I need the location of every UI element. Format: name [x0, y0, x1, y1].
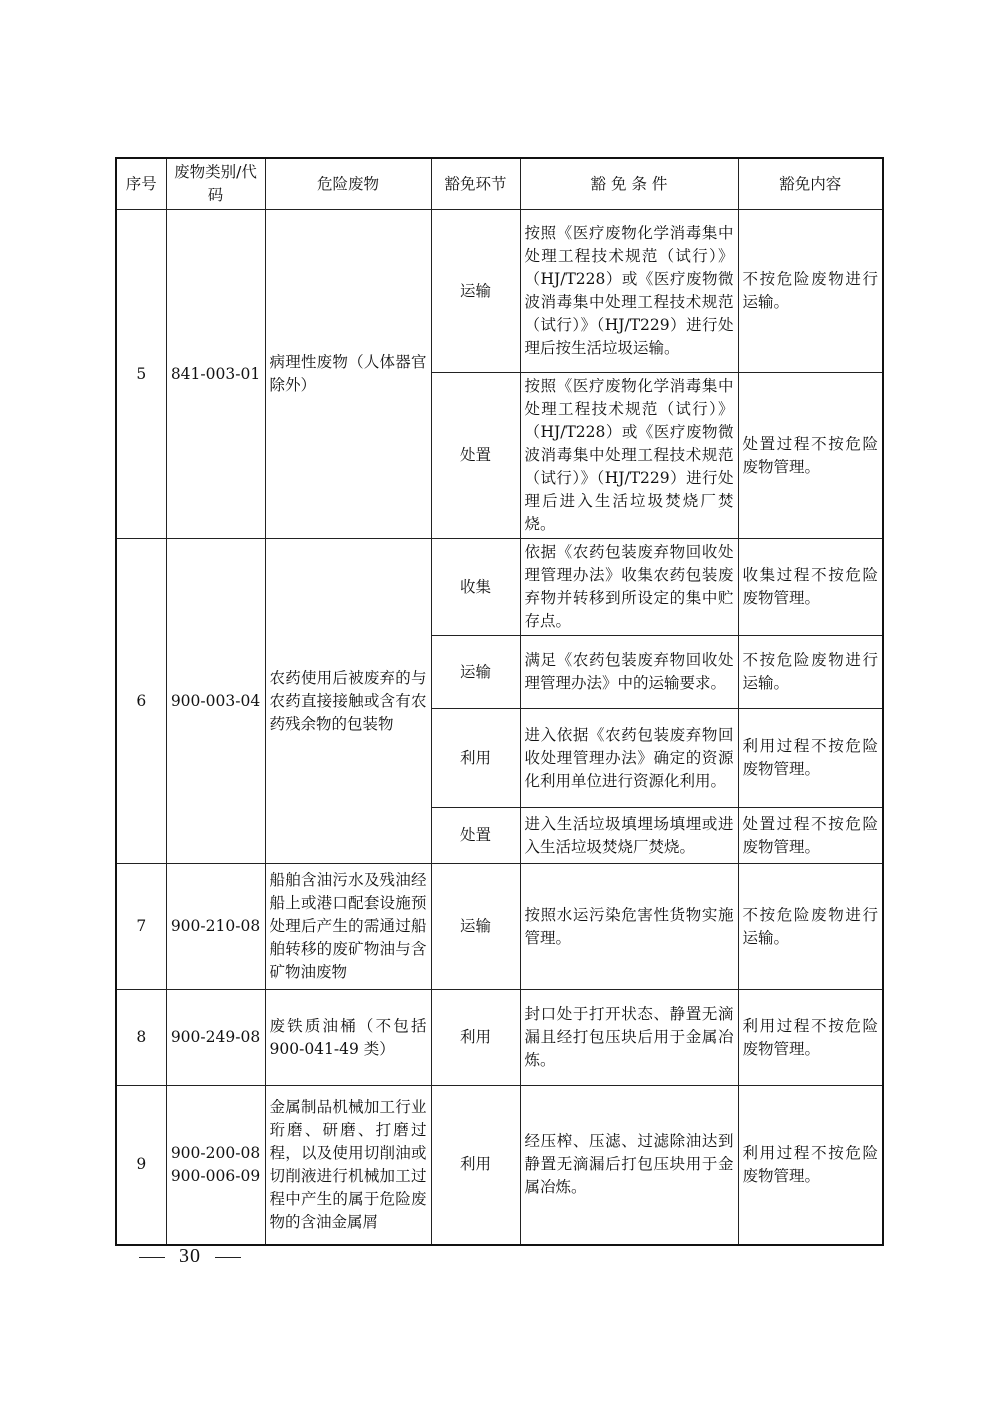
row-condition: 进入生活垃圾填埋场填埋或进入生活垃圾焚烧厂焚烧。	[520, 808, 738, 864]
table-row	[116, 864, 883, 990]
row-stage: 收集	[431, 539, 520, 636]
row-condition: 经压榨、压滤、过滤除油达到静置无滴漏后打包压块用于金属冶炼。	[520, 1086, 738, 1245]
row-waste: 农药使用后被废弃的与农药直接接触或含有农药残余物的包装物	[265, 539, 431, 864]
table-row	[116, 210, 883, 373]
row-content: 利用过程不按危险废物管理。	[738, 990, 883, 1086]
row-stage: 运输	[431, 210, 520, 373]
row-stage: 利用	[431, 990, 520, 1086]
header-stage: 豁免环节	[431, 158, 520, 210]
table-row	[116, 539, 883, 636]
row-content: 处置过程不按危险废物管理。	[738, 373, 883, 539]
row-seq: 8	[116, 990, 166, 1086]
row-content: 不按危险废物进行运输。	[738, 864, 883, 990]
row-condition: 进入依据《农药包装废弃物回收处理管理办法》确定的资源化利用单位进行资源化利用。	[520, 709, 738, 808]
row-seq: 7	[116, 864, 166, 990]
row-code: 900-210-08	[166, 864, 265, 990]
row-condition: 满足《农药包装废弃物回收处理管理办法》中的运输要求。	[520, 636, 738, 709]
row-content: 不按危险废物进行运输。	[738, 210, 883, 373]
row-stage: 利用	[431, 709, 520, 808]
row-condition: 按照水运污染危害性货物实施管理。	[520, 864, 738, 990]
row-code: 900-003-04	[166, 539, 265, 864]
row-stage: 处置	[431, 373, 520, 539]
row-stage: 运输	[431, 864, 520, 990]
row-code: 900-200-08 900-006-09	[166, 1086, 265, 1245]
header-content: 豁免内容	[738, 158, 883, 210]
row-condition: 按照《医疗废物化学消毒集中处理工程技术规范（试行）》（HJ/T228）或《医疗废物微波消毒集中处理工程技术规范（试行）》（HJ/T229）进行处理后按生活垃圾运输。	[520, 210, 738, 373]
row-waste: 废铁质油桶（不包括900-041-49 类）	[265, 990, 431, 1086]
row-waste: 病理性废物（人体器官除外）	[265, 210, 431, 539]
exemption-table	[115, 157, 884, 1246]
row-seq: 9	[116, 1086, 166, 1245]
row-content: 不按危险废物进行运输。	[738, 636, 883, 709]
row-condition: 依据《农药包装废弃物回收处理管理办法》收集农药包装废弃物并转移到所设定的集中贮存点。	[520, 539, 738, 636]
row-content: 利用过程不按危险废物管理。	[738, 709, 883, 808]
row-content: 处置过程不按危险废物管理。	[738, 808, 883, 864]
row-stage: 处置	[431, 808, 520, 864]
row-waste: 金属制品机械加工行业珩磨、研磨、打磨过程，以及使用切削油或切削液进行机械加工过程中产生的属于危险废物的含油金属屑	[265, 1086, 431, 1245]
table-row	[116, 1086, 883, 1245]
header-code: 废物类别/代码	[166, 158, 265, 210]
row-content: 收集过程不按危险废物管理。	[738, 539, 883, 636]
header-row	[116, 158, 883, 210]
header-condition: 豁 免 条 件	[520, 158, 738, 210]
row-content: 利用过程不按危险废物管理。	[738, 1086, 883, 1245]
header-waste: 危险废物	[265, 158, 431, 210]
row-seq: 6	[116, 539, 166, 864]
row-stage: 运输	[431, 636, 520, 709]
row-stage: 利用	[431, 1086, 520, 1245]
table-row	[116, 990, 883, 1086]
row-code: 841-003-01	[166, 210, 265, 539]
footer-dash-left	[139, 1257, 165, 1258]
header-seq: 序号	[116, 158, 166, 210]
page-footer	[125, 1245, 255, 1268]
row-seq: 5	[116, 210, 166, 539]
row-condition: 封口处于打开状态、静置无滴漏且经打包压块后用于金属冶炼。	[520, 990, 738, 1086]
row-waste: 船舶含油污水及残油经船上或港口配套设施预处理后产生的需通过船舶转移的废矿物油与含矿物油废物	[265, 864, 431, 990]
row-code: 900-249-08	[166, 990, 265, 1086]
page-number: 30	[179, 1245, 201, 1267]
row-condition: 按照《医疗废物化学消毒集中处理工程技术规范（试行）》（HJ/T228）或《医疗废物微波消毒集中处理工程技术规范（试行）》（HJ/T229）进行处理后进入生活垃圾焚烧厂焚烧。	[520, 373, 738, 539]
footer-dash-right	[215, 1257, 241, 1258]
